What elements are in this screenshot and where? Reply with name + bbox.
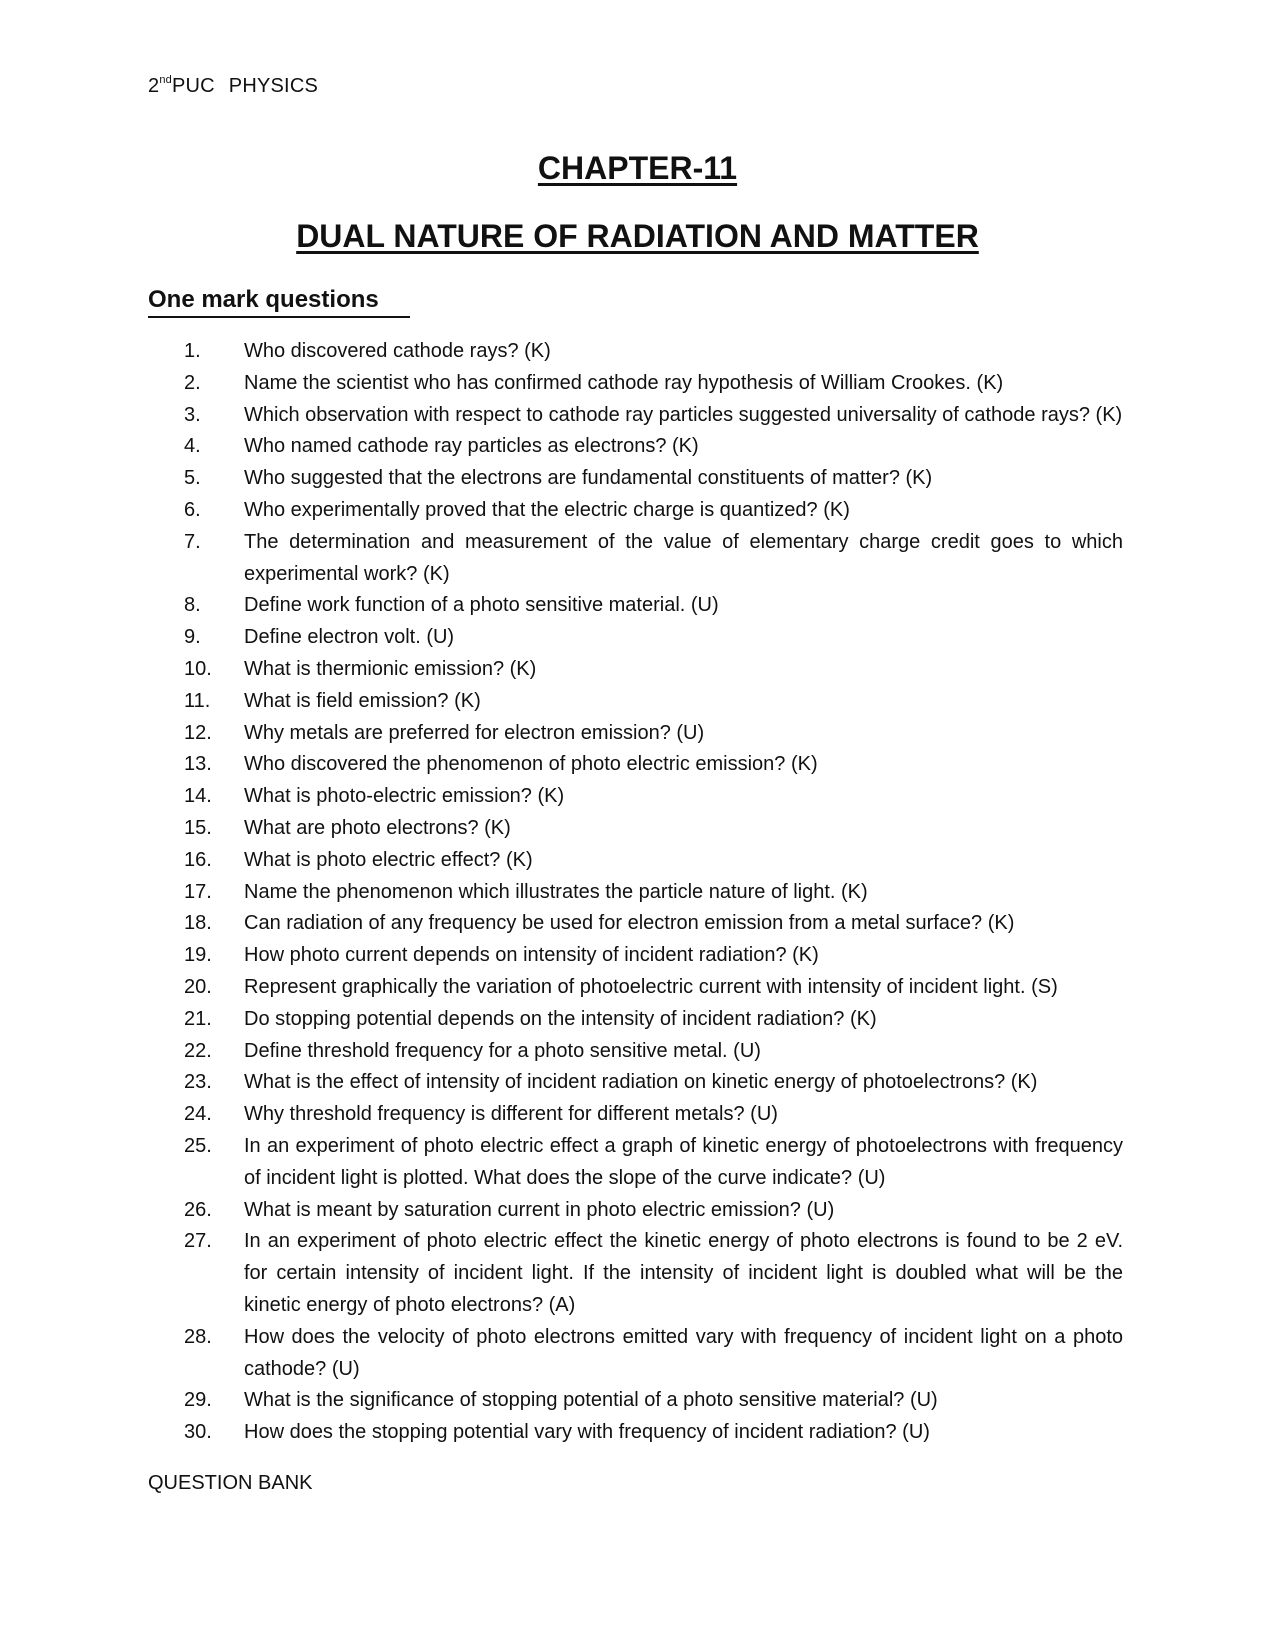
question-number: 29. (184, 1389, 212, 1412)
question-text: Represent graphically the variation of photoelectric current with intensity of incident light. (S) (244, 975, 1058, 998)
question-text: Why threshold frequency is different for different metals? (U) (244, 1103, 778, 1126)
question-number: 28. (184, 1325, 212, 1348)
question-item (148, 654, 1123, 686)
question-item (148, 1417, 1123, 1449)
question-number: 11. (184, 689, 211, 712)
question-number: 5. (184, 467, 201, 490)
section-heading (148, 286, 410, 318)
question-text: In an experiment of photo electric effect the kinetic energy of photo electrons is found to be 2 eV. for certain intensity of incident light. If the intensity of incident light is doubled what will be the kinetic energy of photo electrons? (A) (244, 1230, 1123, 1316)
question-text: Name the scientist who has confirmed cathode ray hypothesis of William Crookes. (K) (244, 371, 1004, 394)
question-item (148, 686, 1123, 718)
subject: PHYSICS (228, 75, 318, 97)
question-item (148, 527, 1123, 591)
question-number: 23. (184, 1071, 212, 1094)
question-number: 13. (184, 753, 212, 776)
question-text: What is field emission? (K) (244, 689, 481, 712)
section-heading-text: One mark questions (148, 286, 410, 318)
question-text: Can radiation of any frequency be used for electron emission from a metal surface? (K) (244, 912, 1015, 935)
question-number: 14. (184, 785, 212, 808)
question-text: What is photo-electric emission? (K) (244, 785, 565, 808)
question-number: 3. (184, 403, 201, 426)
question-item (148, 463, 1123, 495)
question-item (148, 1004, 1123, 1036)
question-number: 30. (184, 1421, 212, 1444)
question-text: What is the effect of intensity of incident radiation on kinetic energy of photoelectrons? (K) (244, 1071, 1038, 1094)
question-item (148, 590, 1123, 622)
question-text: Who experimentally proved that the electric charge is quantized? (K) (244, 498, 850, 521)
question-text: How photo current depends on intensity of incident radiation? (K) (244, 944, 819, 967)
question-item (148, 1322, 1123, 1386)
question-number: 4. (184, 435, 201, 458)
chapter-title-text: DUAL NATURE OF RADIATION AND MATTER (296, 218, 979, 254)
question-number: 22. (184, 1039, 212, 1062)
question-text: Who named cathode ray particles as electrons? (K) (244, 435, 699, 458)
question-item (148, 1385, 1123, 1417)
question-number: 15. (184, 816, 212, 839)
question-number: 7. (184, 530, 201, 553)
question-text: What is photo electric effect? (K) (244, 848, 533, 871)
question-text: In an experiment of photo electric effect a graph of kinetic energy of photoelectrons with frequency of incident light is plotted. What does the slope of the curve indicate? (U) (244, 1134, 1123, 1189)
question-number: 20. (184, 975, 212, 998)
question-text: Which observation with respect to cathode ray particles suggested universality of cathode rays? (K) (244, 403, 1123, 426)
question-text: What is the significance of stopping potential of a photo sensitive material? (U) (244, 1389, 938, 1412)
question-text: Who discovered the phenomenon of photo electric emission? (K) (244, 753, 818, 776)
question-item (148, 972, 1123, 1004)
question-item (148, 431, 1123, 463)
question-item (148, 940, 1123, 972)
question-number: 1. (184, 340, 201, 362)
question-list (148, 336, 1123, 1449)
question-number: 19. (184, 944, 212, 967)
question-number: 21. (184, 1007, 212, 1030)
page-footer: QUESTION BANK (148, 1472, 313, 1494)
question-text: Define threshold frequency for a photo sensitive metal. (U) (244, 1039, 761, 1062)
question-text: How does the stopping potential vary with frequency of incident radiation? (U) (244, 1421, 930, 1444)
chapter-heading (0, 150, 1275, 187)
question-item (148, 1067, 1123, 1099)
question-text: Who discovered cathode rays? (K) (244, 340, 551, 362)
question-item (148, 749, 1123, 781)
page-header (148, 74, 318, 98)
question-text: What are photo electrons? (K) (244, 816, 511, 839)
question-item (148, 813, 1123, 845)
question-item (148, 336, 1123, 368)
grade-suffix: nd (159, 74, 172, 86)
question-text: What is thermionic emission? (K) (244, 657, 537, 680)
question-number: 26. (184, 1198, 212, 1221)
question-item (148, 718, 1123, 750)
grade-number: 2 (148, 75, 160, 97)
question-item (148, 908, 1123, 940)
question-text: The determination and measurement of the value of elementary charge credit goes to which experimental work? (K) (244, 530, 1123, 585)
question-item (148, 877, 1123, 909)
question-text: How does the velocity of photo electrons emitted vary with frequency of incident light on a photo cathode? (U) (244, 1325, 1123, 1380)
grade-text: PUC (171, 75, 215, 97)
question-number: 6. (184, 498, 201, 521)
question-number: 18. (184, 912, 212, 935)
question-number: 12. (184, 721, 212, 744)
question-number: 9. (184, 626, 201, 649)
question-number: 25. (184, 1134, 212, 1157)
question-text: Who suggested that the electrons are fundamental constituents of matter? (K) (244, 467, 933, 490)
question-number: 16. (184, 848, 212, 871)
question-number: 10. (184, 657, 212, 680)
question-item (148, 495, 1123, 527)
question-text: Do stopping potential depends on the intensity of incident radiation? (K) (244, 1007, 877, 1030)
question-text: Why metals are preferred for electron emission? (U) (244, 721, 705, 744)
question-item (148, 368, 1123, 400)
question-number: 8. (184, 594, 201, 617)
question-item (148, 781, 1123, 813)
question-number: 17. (184, 880, 212, 903)
question-text: Define electron volt. (U) (244, 626, 455, 649)
question-text: Name the phenomenon which illustrates the particle nature of light. (K) (244, 880, 868, 903)
question-number: 24. (184, 1103, 212, 1126)
question-item (148, 622, 1123, 654)
question-number: 2. (184, 371, 201, 394)
question-item (148, 1195, 1123, 1227)
chapter-label: CHAPTER-11 (537, 150, 738, 186)
question-item (148, 1036, 1123, 1068)
chapter-title (0, 218, 1275, 255)
question-item (148, 1131, 1123, 1195)
question-item (148, 1226, 1123, 1321)
question-item (148, 1099, 1123, 1131)
question-text: What is meant by saturation current in photo electric emission? (U) (244, 1198, 835, 1221)
question-number: 27. (184, 1230, 212, 1253)
question-item (148, 400, 1123, 432)
question-text: Define work function of a photo sensitive material. (U) (244, 594, 719, 617)
question-item (148, 845, 1123, 877)
